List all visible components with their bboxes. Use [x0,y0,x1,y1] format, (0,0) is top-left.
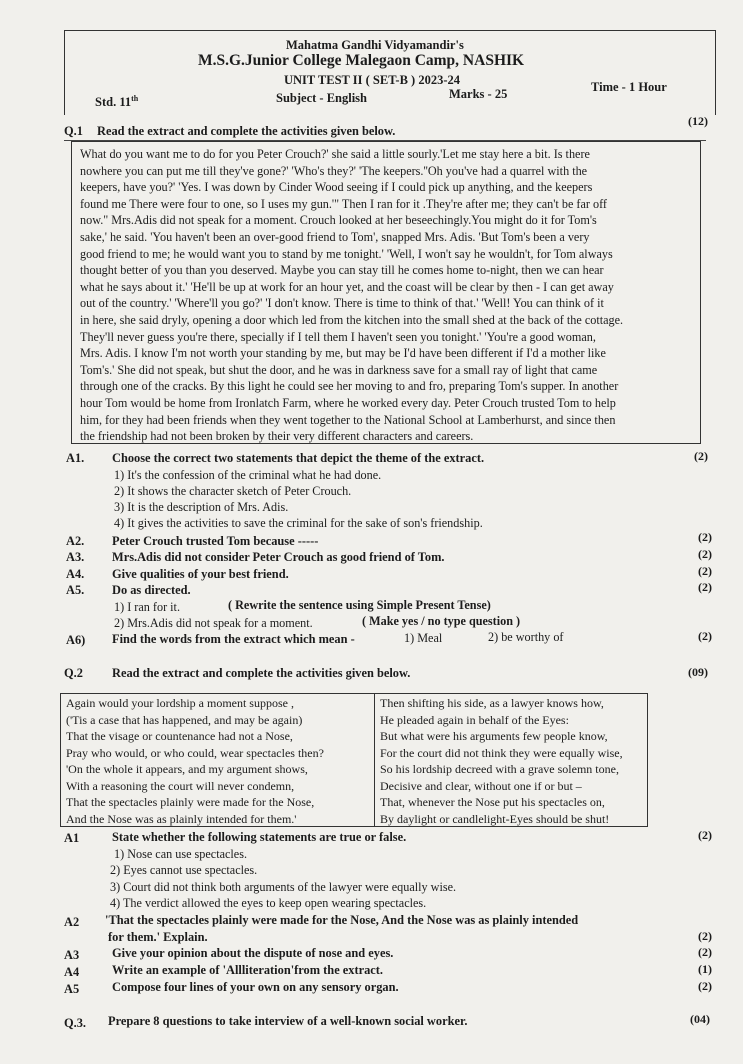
q1-a6-word: 2) be worthy of [488,630,564,644]
standard [95,94,138,110]
q1-a1-option: 4) It gives the activities to save the criminal for the sake of son's friendship. [114,516,483,530]
q3-text: Prepare 8 questions to take interview of a well-known social worker. [108,1014,468,1028]
test-name: UNIT TEST II ( SET-B ) 2023-24 [284,73,460,87]
q1-a2-text: Peter Crouch trusted Tom because ----- [112,534,319,548]
q1-a4-text: Give qualities of your best friend. [112,567,289,581]
q2-a4-label: A4 [64,965,80,979]
standard-label: Std. 11 [95,95,132,110]
q2-a1-option: 3) Court did not think both arguments of the lawyer were equally wise. [110,880,457,894]
q1-a4-label: A4. [66,567,85,581]
q1-a4-marks: (2) [698,564,712,578]
extract-line: Mrs. Adis. I know I'm not worth your standing by me, but may be I'd have been different if I'd a mother like [80,346,606,361]
q2-a1-text: State whether the following statements are true or false. [112,830,407,844]
q1-marks: (12) [688,114,708,128]
extract-line: What do you want me to do for you Peter Crouch?' she said a little sourly.'Let me stay here a bit. Is there [80,147,590,161]
extract-line: now." Mrs.Adis did not speak for a moment. Crouch looked at her beseechingly.You might do it for Tom's [80,213,597,228]
q1-a1-marks: (2) [694,449,708,463]
poem-divider [374,694,375,826]
poem-line-right: He pleaded again in behalf of the Eyes: [380,712,569,727]
extract-line: through one of the cracks. By this light he could see her moving to and fro, preparing Tom's supper. In another [80,379,619,394]
poem-line-right: So his lordship decreed with a grave solemn tone, [380,762,619,776]
q1-a5-marks: (2) [698,580,712,594]
q1-extract-box [71,141,701,444]
extract-line: out of the country.' 'Where'll you go?' 'I don't know. There is time to think of that.' 'Well! You can think of it [80,296,604,311]
poem-line-right: But what were his arguments few people know, [380,729,608,743]
q2-marks: (09) [688,665,708,679]
q2-a2-marks: (2) [698,929,712,943]
q1-a5-direction: ( Rewrite the sentence using Simple Present Tense) [228,598,491,612]
poem-line-left: Again would your lordship a moment suppose , [66,696,294,710]
q1-a5-text: Do as directed. [112,583,191,597]
extract-line: hour Tom would be home from Ironlatch Farm, where he worked every day. Peter Crouch trusted Tom to help [80,396,616,410]
q2-poem-box [60,693,648,827]
poem-line-left: That the visage or countenance had not a Nose, [66,729,293,743]
q1-instruction: Read the extract and complete the activities given below. [97,124,396,138]
q1-a5-sentence: 2) Mrs.Adis did not speak for a moment. [114,616,313,630]
q2-a2-text: 'That the spectacles plainly were made for the Nose, And the Nose was as plainly intended [105,913,579,927]
q2-label: Q.2 [64,666,83,680]
q2-a1-option: 4) The verdict allowed the eyes to keep open wearing spectacles. [110,896,427,910]
extract-line: good friend to me; he would want you to stand by me tonight.' 'Well, I won't say he wouldn't, for Tom always [80,246,613,261]
poem-line-left: Pray who would, or who could, wear spectacles then? [66,745,324,760]
q1-a6-label: A6) [66,633,86,647]
subject: Subject - English [276,91,367,105]
poem-line-right: For the court did not think they were equally wise, [380,745,623,760]
q1-a1-option: 1) It's the confession of the criminal what he had done. [114,468,382,482]
extract-line: him, for they had been friends when they went together to the National School at Lamberhurst, and since then [80,412,616,427]
q2-a3-marks: (2) [698,945,712,959]
q2-a4-marks: (1) [698,962,712,976]
extract-line: keepers, have you?' 'Yes. I was down by Cinder Wood seeing if I could pick up anything, and the keepers [80,180,593,195]
poem-line-left: 'On the whole it appears, and my argument shows, [66,762,308,776]
poem-line-right: By daylight or candlelight-Eyes should be shut! [380,811,610,826]
q2-a1-marks: (2) [698,828,712,842]
q1-a1-option: 3) It is the description of Mrs. Adis. [114,500,289,514]
q1-a5-sentence: 1) I ran for it. [114,600,180,614]
q2-a5-text: Compose four lines of your own on any sensory organ. [112,980,399,994]
q1-a1-option: 2) It shows the character sketch of Peter Crouch. [114,484,352,498]
q2-a1-label: A1 [64,831,80,845]
q2-a5-label: A5 [64,982,80,996]
standard-suffix: th [131,94,139,103]
q2-a2-text-cont: for them.' Explain. [108,930,208,944]
q1-a2-marks: (2) [698,530,712,544]
extract-line: nowhere you can put me till they've gone?' 'Who's they?' 'The keepers.''Oh you've had a quarrel with the [80,163,588,178]
extract-line: Tom's.' She did not speak, but shut the door, and he was in darkness save for a small ray of light that came [80,362,598,377]
college-name: M.S.G.Junior College Malegaon Camp, NASHIK [198,52,525,69]
q2-a4-text: Write an example of 'Allliteration'from the extract. [112,963,384,977]
q3-marks: (04) [690,1012,710,1026]
marks-total: Marks - 25 [449,87,508,101]
extract-line: found me There were four to one, so I uses my gun.'" Then I ran for it .They're after me; they can't be far off [80,196,607,211]
q2-a1-option: 1) Nose can use spectacles. [114,847,247,861]
poem-line-left: ('Tis a case that has happened, and may be again) [66,712,303,727]
q1-a1-text: Choose the correct two statements that depict the theme of the extract. [112,451,485,465]
q1-a3-text: Mrs.Adis did not consider Peter Crouch as good friend of Tom. [112,550,445,564]
extract-line: what he says about it.' 'He'll be up at work for an hour yet, and the coast will be clear by then - I can get away [80,279,614,294]
q1-a5-label: A5. [66,583,85,597]
extract-line: They'll never guess you're there, specially if I tell them I haven't seen you tonight.' 'You're a good woman, [80,329,596,344]
q1-a1-label: A1. [66,451,85,465]
poem-line-left: And the Nose was as plainly intended for them.' [66,811,297,826]
q2-a3-label: A3 [64,948,80,962]
q1-a6-text: Find the words from the extract which mean - [112,632,355,646]
q1-a6-word: 1) Meal [404,631,443,645]
q2-a3-text: Give your opinion about the dispute of nose and eyes. [112,946,394,960]
time-allowed: Time - 1 Hour [591,80,667,94]
q1-a3-marks: (2) [698,547,712,561]
poem-line-left: With a reasoning the court will never condemn, [66,778,295,793]
school-name: Mahatma Gandhi Vidyamandir's [286,38,464,52]
q2-a5-marks: (2) [698,979,712,993]
poem-line-right: Then shifting his side, as a lawyer knows how, [380,696,604,710]
q1-a6-marks: (2) [698,629,712,643]
extract-line: thought better of you than you deserved. Maybe you can stay till he comes home to-night, then we can hear [80,263,604,278]
extract-line: in here, she said dryly, opening a door which led from the kitchen into the small shed at the back of the cottage. [80,313,624,327]
q2-a1-option: 2) Eyes cannot use spectacles. [110,863,258,877]
extract-line: the friendship had not been broken by their very different characters and careers. [80,429,474,444]
q1-a3-label: A3. [66,550,85,564]
poem-line-right: That, whenever the Nose put his spectacles on, [380,795,605,809]
q2-a2-label: A2 [64,915,80,929]
q2-instruction: Read the extract and complete the activities given below. [112,666,411,680]
q1-label: Q.1 [64,124,83,138]
extract-line: sake,' he said. 'You haven't been an over-good friend to Tom', snapped Mrs. Adis. 'But Tom's been a very [80,230,590,244]
poem-line-left: That the spectacles plainly were made for the Nose, [66,795,315,809]
q1-a5-direction: ( Make yes / no type question ) [362,614,521,628]
poem-line-right: Decisive and clear, without one if or but – [380,778,582,793]
q1-a2-label: A2. [66,534,85,548]
q3-label: Q.3. [64,1016,87,1030]
